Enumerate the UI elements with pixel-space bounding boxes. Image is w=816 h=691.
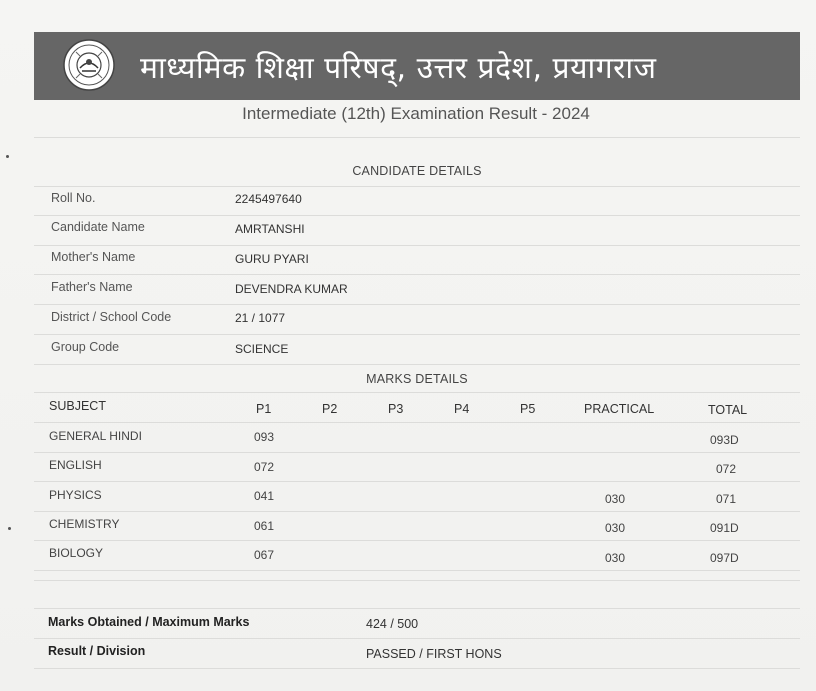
divider <box>34 668 800 669</box>
scan-speck <box>8 527 11 530</box>
subject-name: GENERAL HINDI <box>49 429 142 443</box>
divider <box>34 511 800 512</box>
divider <box>34 638 800 639</box>
group-code-value: SCIENCE <box>235 342 289 356</box>
col-practical: PRACTICAL <box>584 402 655 416</box>
mark-total: 072 <box>716 462 737 476</box>
mark-total: 093D <box>710 433 739 447</box>
divider <box>34 422 800 423</box>
divider <box>34 304 800 305</box>
mark-p1: 067 <box>254 548 275 562</box>
col-p3: P3 <box>388 402 404 416</box>
divider <box>34 570 800 571</box>
district-school-code-value: 21 / 1077 <box>235 311 286 325</box>
result-division-label: Result / Division <box>48 644 146 658</box>
subject-name: BIOLOGY <box>49 546 104 560</box>
board-header <box>34 32 800 100</box>
mark-total: 091D <box>710 521 739 535</box>
divider <box>34 245 800 246</box>
divider <box>34 186 800 187</box>
marks-obtained-value: 424 / 500 <box>366 617 419 631</box>
mothers-name-label: Mother's Name <box>51 250 136 264</box>
subject-name: ENGLISH <box>49 458 102 472</box>
col-p2: P2 <box>322 402 338 416</box>
divider <box>34 608 800 609</box>
divider <box>34 392 800 393</box>
col-p4: P4 <box>454 402 470 416</box>
mark-p1: 093 <box>254 430 275 444</box>
candidate-details-heading: CANDIDATE DETAILS <box>352 164 482 178</box>
col-subject: SUBJECT <box>49 399 106 413</box>
mark-p1: 072 <box>254 460 275 474</box>
mark-total: 097D <box>710 551 739 565</box>
fathers-name-label: Father's Name <box>51 280 133 294</box>
col-total: TOTAL <box>708 403 748 417</box>
candidate-name-value: AMRTANSHI <box>235 222 305 236</box>
marks-details-heading: MARKS DETAILS <box>366 372 468 386</box>
mark-p1: 041 <box>254 489 275 503</box>
district-school-code-label: District / School Code <box>51 310 172 324</box>
exam-title: Intermediate (12th) Examination Result - 2024 <box>242 104 590 123</box>
mothers-name-value: GURU PYARI <box>235 252 309 266</box>
mark-practical: 030 <box>605 521 626 535</box>
mark-practical: 030 <box>605 551 626 565</box>
mark-total: 071 <box>716 492 737 506</box>
roll-no-value: 2245497640 <box>235 192 302 206</box>
group-code-label: Group Code <box>51 340 120 354</box>
divider <box>34 334 800 335</box>
subject-name: CHEMISTRY <box>49 517 120 531</box>
divider <box>34 540 800 541</box>
col-p1: P1 <box>256 402 272 416</box>
mark-p1: 061 <box>254 519 275 533</box>
board-title: माध्यमिक शिक्षा परिषद्, उत्तर प्रदेश, प्रयागराज <box>140 51 657 86</box>
up-board-emblem-icon <box>62 38 116 92</box>
mark-practical: 030 <box>605 492 626 506</box>
divider <box>34 580 800 581</box>
scan-speck <box>6 155 9 158</box>
col-p5: P5 <box>520 402 536 416</box>
candidate-name-label: Candidate Name <box>51 220 145 234</box>
divider <box>34 274 800 275</box>
result-division-value: PASSED / FIRST HONS <box>366 647 502 661</box>
subject-name: PHYSICS <box>49 488 102 502</box>
divider <box>34 137 800 138</box>
divider <box>34 364 800 365</box>
marks-obtained-label: Marks Obtained / Maximum Marks <box>48 615 250 629</box>
divider <box>34 481 800 482</box>
roll-no-label: Roll No. <box>51 191 96 205</box>
divider <box>34 452 800 453</box>
fathers-name-value: DEVENDRA KUMAR <box>235 282 348 296</box>
divider <box>34 215 800 216</box>
